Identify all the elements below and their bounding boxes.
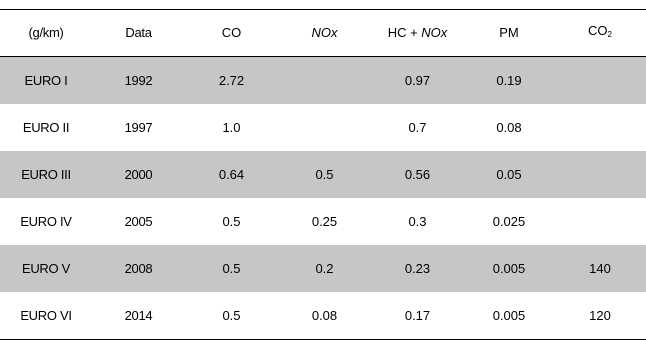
row-hc-nox: 0.23 (404, 260, 431, 276)
header-co2-base: CO (588, 23, 608, 38)
table-header-row (0, 10, 646, 57)
header-co2 (554, 23, 646, 43)
row-label: EURO III (21, 166, 71, 182)
table-row (0, 151, 646, 198)
header-hc-prefix: HC + (387, 25, 422, 40)
row-hc-nox: 0.7 (408, 119, 427, 135)
row-co: 0.5 (222, 260, 241, 276)
row-pm: 0.005 (492, 260, 526, 276)
row-year: 2014 (124, 307, 153, 323)
row-co: 0.5 (222, 307, 241, 323)
row-pm: 0.19 (496, 72, 522, 88)
row-year: 1997 (124, 119, 153, 135)
row-hc-nox: 0.17 (404, 307, 431, 323)
header-hc-nox-italic: NOx (421, 25, 448, 40)
emissions-table (0, 9, 646, 340)
row-pm: 0.005 (492, 307, 526, 323)
row-nox: 0.25 (311, 213, 338, 229)
header-co2-sub: 2 (607, 30, 612, 39)
header-unit: (g/km) (28, 25, 64, 40)
header-nox: NOx (311, 25, 338, 40)
header-hc-nox (371, 25, 464, 41)
row-label: EURO II (22, 119, 70, 135)
row-year: 2005 (124, 213, 153, 229)
row-nox: 0.08 (311, 307, 338, 323)
table-row (0, 198, 646, 245)
row-year: 1992 (124, 72, 153, 88)
row-label: EURO VI (20, 307, 72, 323)
row-hc-nox: 0.3 (408, 213, 427, 229)
table-row (0, 57, 646, 104)
row-year: 2000 (124, 166, 153, 182)
row-pm: 0.05 (496, 166, 522, 182)
row-year: 2008 (124, 260, 153, 276)
row-co2: 140 (589, 260, 611, 276)
row-nox: 0.2 (315, 260, 334, 276)
header-pm: PM (499, 25, 519, 40)
row-nox: 0.5 (315, 166, 334, 182)
row-pm: 0.025 (492, 213, 526, 229)
row-pm: 0.08 (496, 119, 522, 135)
row-hc-nox: 0.97 (404, 72, 431, 88)
header-data: Data (125, 25, 152, 40)
table-row (0, 245, 646, 292)
table-row (0, 104, 646, 151)
row-co: 0.64 (218, 166, 245, 182)
row-label: EURO IV (20, 213, 72, 229)
row-hc-nox: 0.56 (404, 166, 431, 182)
row-label: EURO V (21, 260, 71, 276)
row-co: 2.72 (218, 72, 245, 88)
header-co: CO (221, 25, 242, 40)
table-row (0, 292, 646, 339)
row-co: 0.5 (222, 213, 241, 229)
row-label: EURO I (24, 72, 68, 88)
row-co: 1.0 (222, 119, 241, 135)
row-co2: 120 (589, 307, 611, 323)
